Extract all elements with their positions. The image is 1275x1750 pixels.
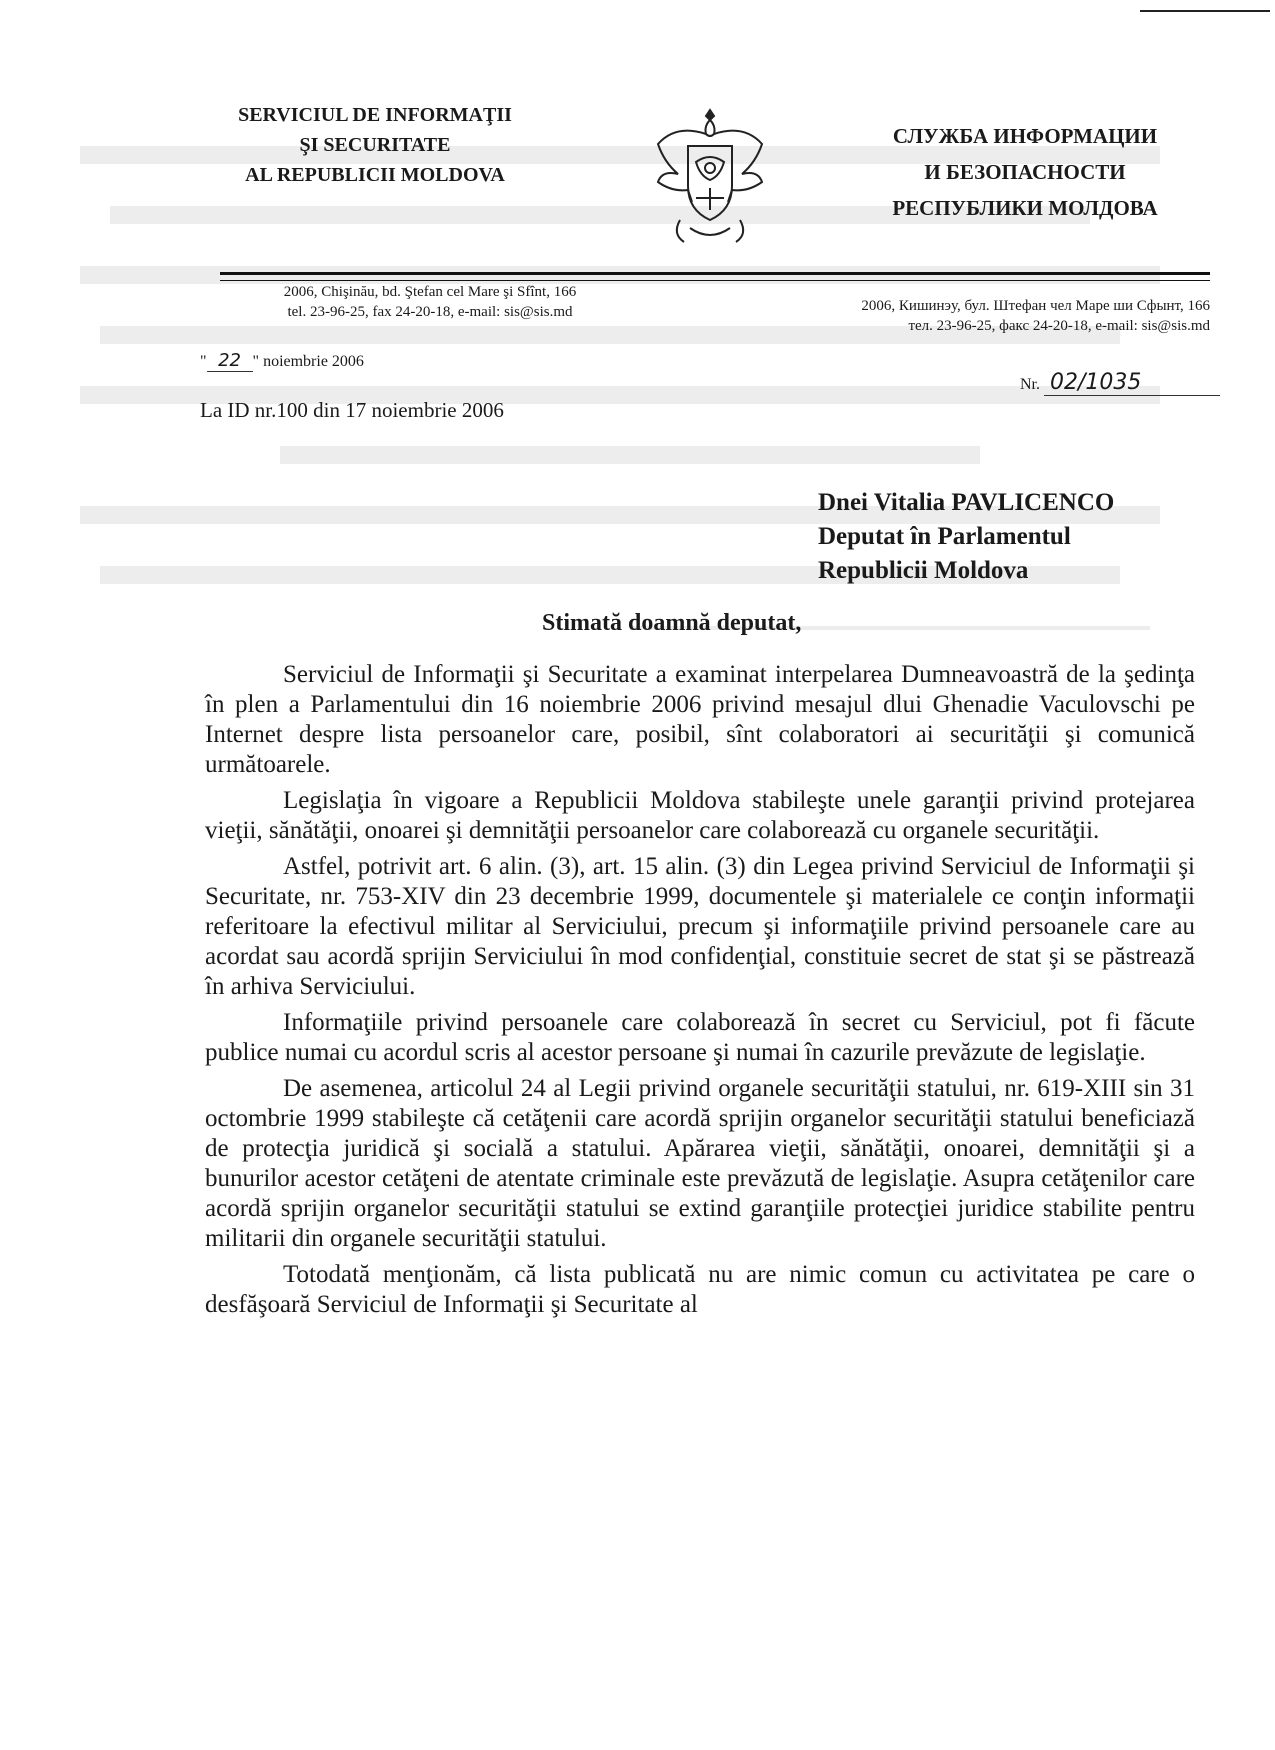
letterhead-ru-line2: И БЕЗОПАСНОСТИ <box>924 160 1126 184</box>
letterhead-ro-line2: ŞI SECURITATE <box>299 134 451 156</box>
addressee-title: Deputat în Parlamentul <box>818 523 1071 550</box>
addressee-name: Dnei Vitalia PAVLICENCO <box>818 489 1115 516</box>
letter-body <box>205 660 1195 1326</box>
letterhead-ru-line3: РЕСПУБЛИКИ МОЛДОВА <box>892 196 1158 220</box>
address-ro-line2: tel. 23-96-25, fax 24-20-18, e-mail: sis@sis.md <box>287 304 573 320</box>
date-month-year: noiembrie 2006 <box>263 353 364 370</box>
address-ro <box>220 282 640 322</box>
letterhead-ru-line1: СЛУЖБА ИНФОРМАЦИИ <box>892 124 1158 148</box>
paragraph: Legislaţia în vigoare a Republicii Moldova stabileşte unele garanţii privind protejarea vieţii, sănătăţii, onoarei şi demnităţii persoanelor care colaborează cu organele securităţii. <box>205 787 1195 844</box>
paragraph: Astfel, potrivit art. 6 alin. (3), art. 15 alin. (3) din Legea privind Serviciul de Informaţii şi Securitate, nr. 753-XIV din 23 decembrie 1999, documentele şi materialele ce conţin informaţii referitoare la efectivul militar al Serviciului, precum şi informaţiile privind persoanele care au acordat sau acordă sprijin Serviciului în mod confidenţial, constituie secret de stat şi se păstrează în arhiva Serviciului. <box>205 853 1195 1000</box>
letterhead-ro-line3: AL REPUBLICII MOLDOVA <box>245 164 505 186</box>
letterhead-rule-thick <box>220 272 1210 275</box>
reference-line: La ID nr.100 din 17 noiembrie 2006 <box>200 398 504 422</box>
paragraph: De asemenea, articolul 24 al Legii privind organele securităţii statului, nr. 619-XIII sin 31 octombrie 1999 stabileşte că cetăţenii care acordă sprijin organelor securităţii statului beneficiază de protecţia juridică şi socială a statului. Apărarea vieţii, sănătăţii, onoarei, demnităţii şi a bunurilor acestor cetăţeni de atentate criminale este prevăzută de legislaţie. Asupra cetăţenilor care acordă sprijin organelor securităţii statului se extind garanţiile protecţiei juridice stabilite pentru militarii din organele securităţii statului. <box>205 1075 1195 1252</box>
address-ro-line1: 2006, Chişinău, bd. Ştefan cel Mare şi Sfînt, 166 <box>283 284 577 300</box>
page-edge-line <box>1140 10 1270 12</box>
nr-value-handwritten: 02/1035 <box>1044 370 1220 396</box>
nr-label: Nr. <box>1020 376 1040 393</box>
letterhead-rule-thin <box>220 280 1210 281</box>
letter-date: " 22 " noiembrie 2006 <box>200 350 364 371</box>
moldova-coat-of-arms-icon <box>650 102 770 252</box>
letterhead-ro <box>220 100 530 190</box>
date-day-handwritten: 22 <box>207 350 253 372</box>
letterhead-ro-line1: SERVICIUL DE INFORMAŢII <box>238 104 512 126</box>
letterhead-ru <box>860 118 1190 226</box>
address-ru-line2: тел. 23-96-25, факс 24-20-18, e-mail: sis@sis.md <box>908 318 1210 334</box>
registration-number <box>1020 370 1220 396</box>
paragraph: Informaţiile privind persoanele care colaborează în secret cu Serviciul, pot fi făcute publice numai cu acordul scris al acestor persoane şi numai în cazurile prevăzute de legislaţie. <box>205 1009 1195 1066</box>
addressee-institution: Republicii Moldova <box>818 557 1029 584</box>
address-ru-line1: 2006, Кишинэу, бул. Штефан чел Маре ши Сфынт, 166 <box>861 298 1210 314</box>
salutation: Stimată doamnă deputat, <box>542 610 802 636</box>
paragraph: Serviciul de Informaţii şi Securitate a examinat interpelarea Dumneavoastră de la şedinţa în plen a Parlamentului din 16 noiembrie 2006 privind mesajul dlui Ghenadie Vaculovschi pe Internet despre lista persoanelor care, posibil, sînt colaboratori ai securităţii şi comunică următoarele. <box>205 661 1195 778</box>
addressee-block <box>818 486 1198 588</box>
paragraph: Totodată menţionăm, că lista publicată nu are nimic comun cu activitatea pe care o desfăşoară Serviciul de Informaţii şi Securitate al <box>205 1261 1195 1318</box>
address-ru <box>790 296 1210 336</box>
